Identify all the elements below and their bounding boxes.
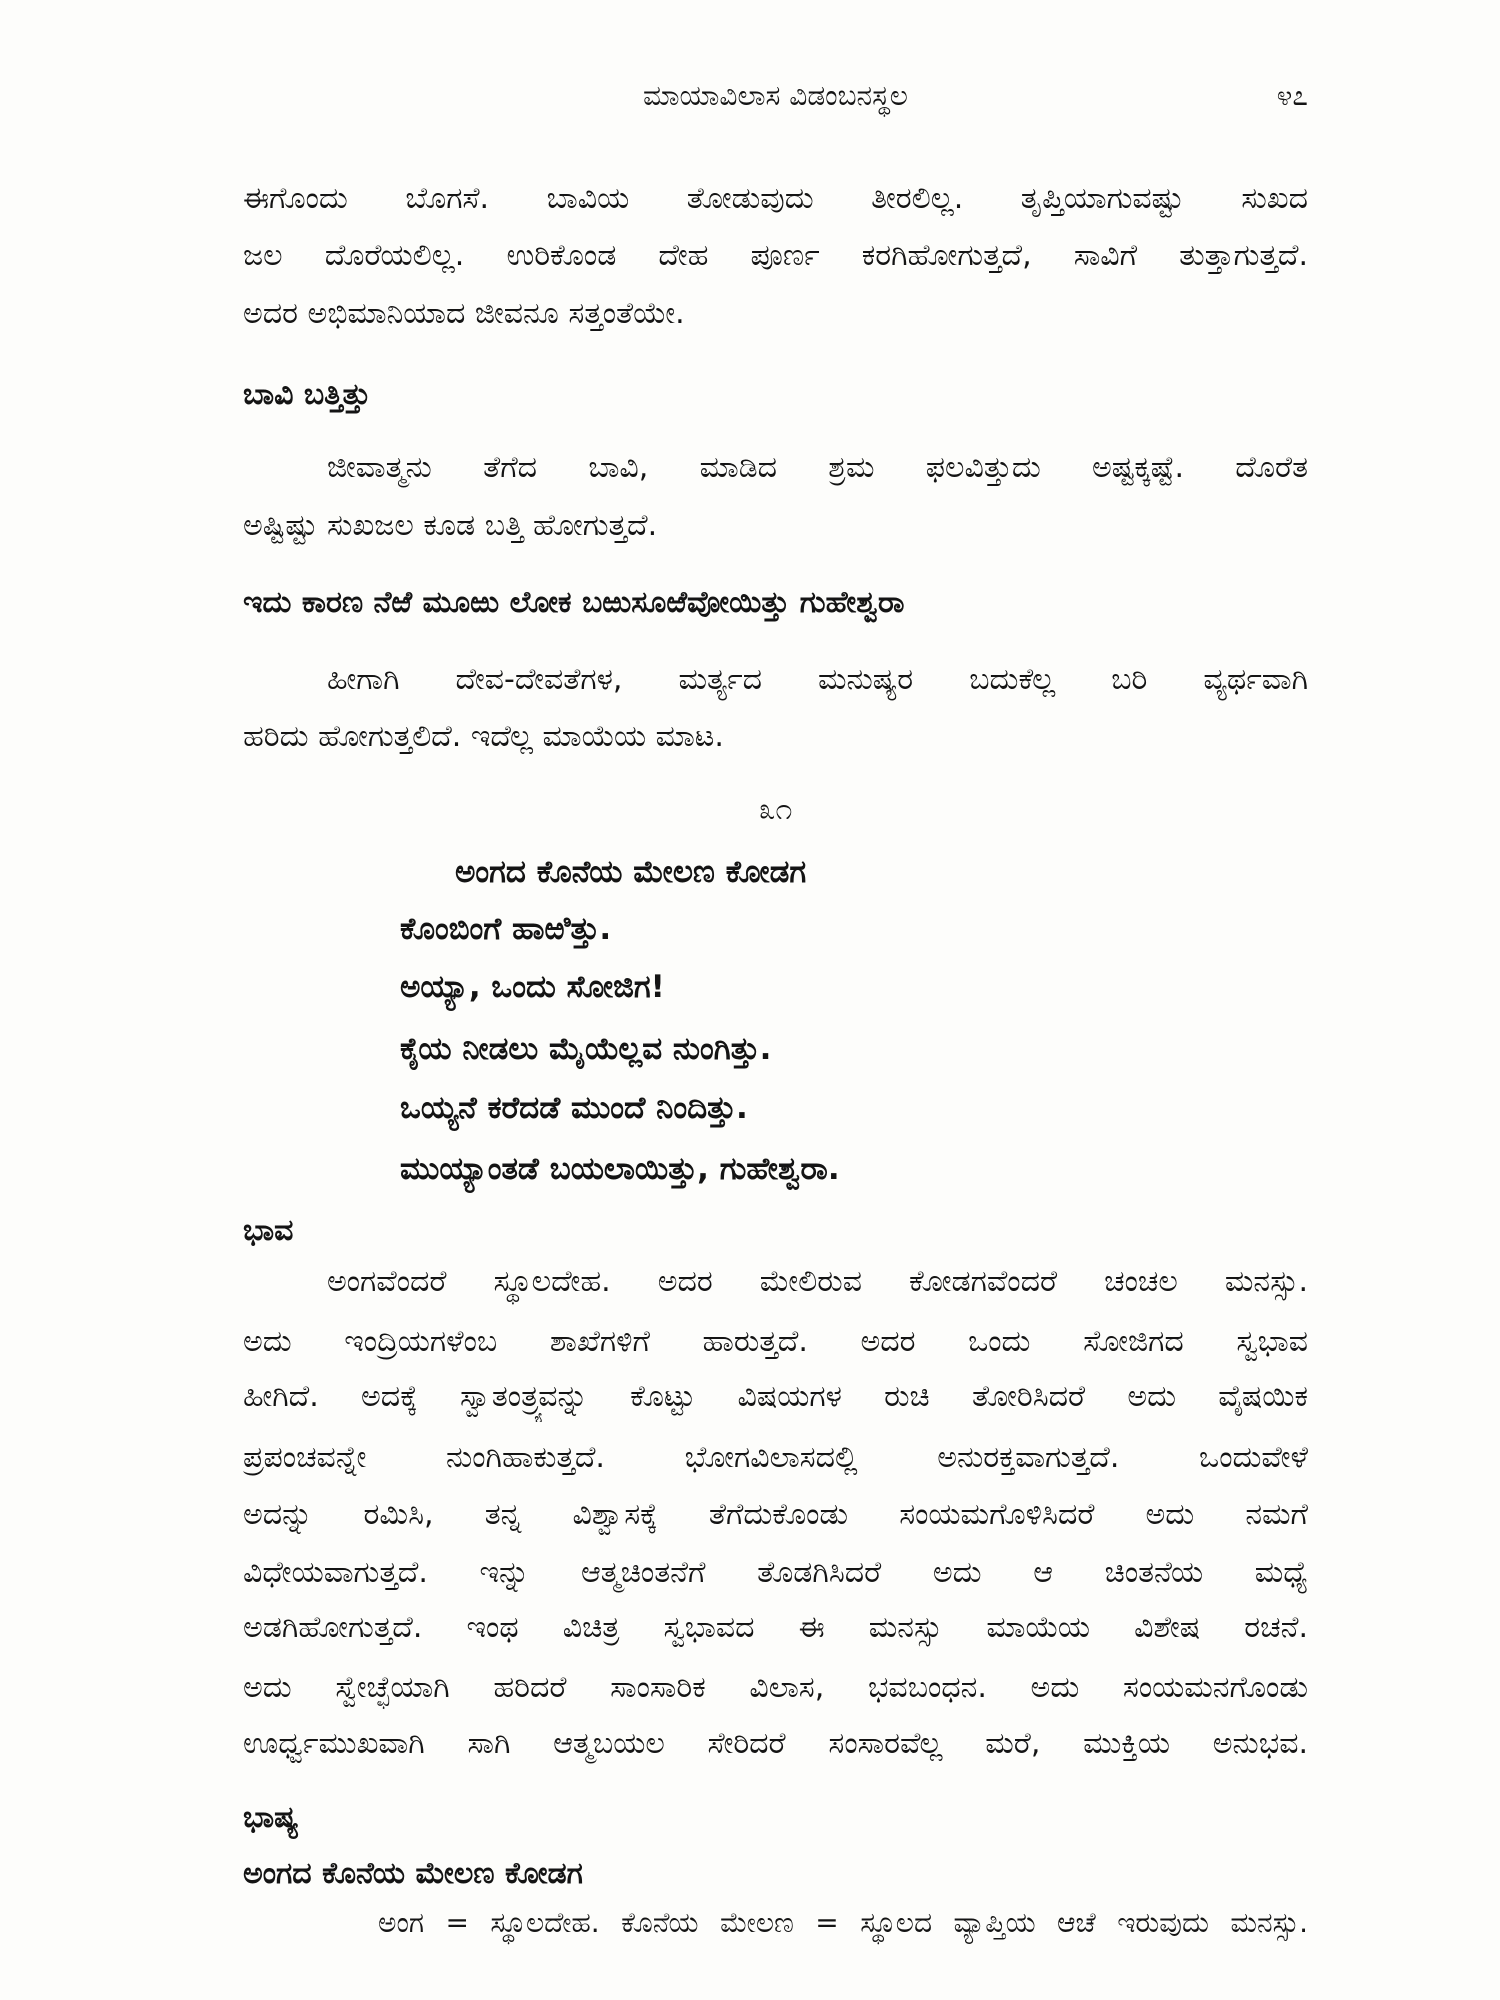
paragraph-line: ಹೀಗಾಗಿ ದೇವ-ದೇವತೆಗಳ, ಮರ್ತ್ಯದ ಮನುಷ್ಯರ ಬದುಕೆಲ್ಲ ಬರಿ ವ್ಯರ್ಥವಾಗಿ [327, 662, 1308, 697]
paragraph-line: ಅಡಗಿಹೋಗುತ್ತದೆ. ಇಂಥ ವಿಚಿತ್ರ ಸ್ವಭಾವದ ಈ ಮನಸ್ಸು ಮಾಯೆಯ ವಿಶೇಷ ರಚನೆ. [243, 1610, 1308, 1645]
gloss-line: ಅಂಗ = ಸ್ಥೂಲದೇಹ. ಕೊನೆಯ ಮೇಲಣ = ಸ್ಥೂಲದ ವ್ಯಾಪ್ತಿಯ ಆಚೆ ಇರುವುದು ಮನಸ್ಸು. [378, 1906, 1308, 1939]
vachana-number: ೩೧ [758, 792, 793, 827]
paragraph-line: ಅದು ಸ್ವೇಚ್ಛೆಯಾಗಿ ಹರಿದರೆ ಸಾಂಸಾರಿಕ ವಿಲಾಸ, ಭವಬಂಧನ. ಅದು ಸಂಯಮನಗೊಂಡು [243, 1670, 1308, 1705]
paragraph-line: ವಿಧೇಯವಾಗುತ್ತದೆ. ಇನ್ನು ಆತ್ಮಚಿಂತನೆಗೆ ತೊಡಗಿಸಿದರೆ ಅದು ಆ ಚಿಂತನೆಯ ಮಧ್ಯೆ [243, 1555, 1308, 1590]
paragraph-line: ಜೀವಾತ್ಮನು ತೆಗೆದ ಬಾವಿ, ಮಾಡಿದ ಶ್ರಮ ಫಲವಿತ್ತುದು ಅಷ್ಟಕ್ಕಷ್ಟೆ. ದೊರೆತ [327, 450, 1308, 485]
paragraph-line: ಪ್ರಪಂಚವನ್ನೇ ನುಂಗಿಹಾಕುತ್ತದೆ. ಭೋಗವಿಲಾಸದಲ್ಲಿ ಅನುರಕ್ತವಾಗುತ್ತದೆ. ಒಂದುವೇಳೆ [243, 1440, 1308, 1475]
paragraph-line: ಈಗೊಂದು ಬೊಗಸೆ. ಬಾವಿಯ ತೋಡುವುದು ತೀರಲಿಲ್ಲ. ತೃಪ್ತಿಯಾಗುವಷ್ಟು ಸುಖದ [243, 181, 1308, 216]
section-heading: ಭಾಷ್ಯ [243, 1800, 299, 1835]
section-subheading: ಅಂಗದ ಕೊನೆಯ ಮೇಲಣ ಕೋಡಗ [243, 1856, 583, 1891]
paragraph-line: ಜಲ ದೊರೆಯಲಿಲ್ಲ. ಉರಿಕೊಂಡ ದೇಹ ಪೂರ್ಣ ಕರಗಿಹೋಗುತ್ತದೆ, ಸಾವಿಗೆ ತುತ್ತಾಗುತ್ತದೆ. [243, 238, 1308, 273]
verse-line: ಒಯ್ಯನೆ ಕರೆದಡೆ ಮುಂದೆ ನಿಂದಿತ್ತು. [400, 1090, 748, 1126]
verse-line: ಅಂಗದ ಕೊನೆಯ ಮೇಲಣ ಕೋಡಗ [455, 854, 807, 890]
paragraph-line: ಅಂಗವೆಂದರೆ ಸ್ಥೂಲದೇಹ. ಅದರ ಮೇಲಿರುವ ಕೋಡಗವೆಂದರೆ ಚಂಚಲ ಮನಸ್ಸು. [327, 1264, 1308, 1299]
paragraph-line: ಹರಿದು ಹೋಗುತ್ತಲಿದೆ. ಇದೆಲ್ಲ ಮಾಯೆಯ ಮಾಟ. [243, 719, 724, 754]
paragraph-line: ಅಷ್ಟಿಷ್ಟು ಸುಖಜಲ ಕೂಡ ಬತ್ತಿ ಹೋಗುತ್ತದೆ. [243, 508, 658, 543]
verse-line: ಕೈಯ ನೀಡಲು ಮೈಯೆಲ್ಲವ ನುಂಗಿತ್ತು. [400, 1031, 772, 1067]
verse-line: ಅಯ್ಯಾ, ಒಂದು ಸೋಜಿಗ! [400, 969, 665, 1005]
paragraph-line: ಅದರ ಅಭಿಮಾನಿಯಾದ ಜೀವನೂ ಸತ್ತಂತೆಯೇ. [243, 296, 685, 331]
paragraph-line: ಅದನ್ನು ರಮಿಸಿ, ತನ್ನ ವಿಶ್ವಾಸಕ್ಕೆ ತೆಗೆದುಕೊಂಡು ಸಂಯಮಗೊಳಿಸಿದರೆ ಅದು ನಮಗೆ [243, 1497, 1308, 1532]
verse-line: ಕೊಂಬಿಂಗೆ ಹಾಱಿತ್ತು. [400, 911, 612, 947]
running-header-title: ಮಾಯಾವಿಲಾಸ ವಿಡಂಬನಸ್ಥಲ [643, 79, 908, 112]
page-number: ೪೭ [1276, 79, 1308, 112]
paragraph-line: ಹೀಗಿದೆ. ಅದಕ್ಕೆ ಸ್ವಾತಂತ್ರ್ಯವನ್ನು ಕೊಟ್ಟು ವಿಷಯಗಳ ರುಚಿ ತೋರಿಸಿದರೆ ಅದು ವೈಷಯಿಕ [243, 1379, 1308, 1414]
section-heading: ಇದು ಕಾರಣ ನೆಱೆ ಮೂಱು ಲೋಕ ಬಱುಸೂಱೆವೋಯಿತ್ತು ಗುಹೇಶ್ವರಾ [243, 585, 905, 620]
verse-line: ಮುಯ್ಯಾಂತಡೆ ಬಯಲಾಯಿತ್ತು, ಗುಹೇಶ್ವರಾ. [400, 1151, 840, 1187]
section-heading: ಭಾವ [243, 1213, 294, 1248]
paragraph-line: ಅದು ಇಂದ್ರಿಯಗಳೆಂಬ ಶಾಖೆಗಳಿಗೆ ಹಾರುತ್ತದೆ. ಅದರ ಒಂದು ಸೋಜಿಗದ ಸ್ವಭಾವ [243, 1324, 1308, 1359]
section-heading: ಬಾವಿ ಬತ್ತಿತ್ತು [243, 377, 371, 412]
paragraph-line: ಊರ್ಧ್ವಮುಖವಾಗಿ ಸಾಗಿ ಆತ್ಮಬಯಲ ಸೇರಿದರೆ ಸಂಸಾರವೆಲ್ಲ ಮರೆ, ಮುಕ್ತಿಯ ಅನುಭವ. [243, 1726, 1308, 1761]
